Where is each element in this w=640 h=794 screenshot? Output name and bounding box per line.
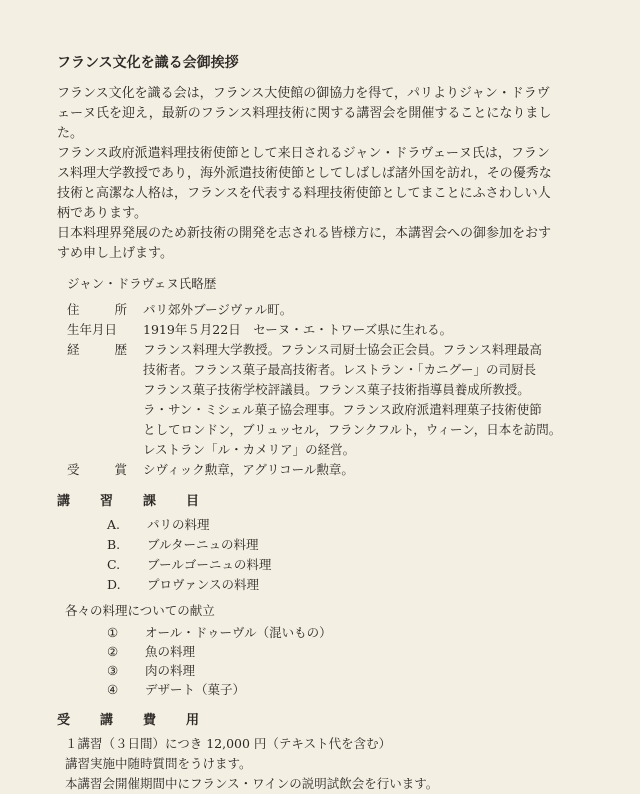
bio-label-char: 住 <box>67 302 80 317</box>
heading-char: 費 <box>143 713 157 728</box>
document-title: フランス文化を識る会御挨拶 <box>57 55 239 71</box>
list-item <box>107 623 590 642</box>
career-line: としてロンドン，ブリュッセル，フランクフルト，ウィーン，日本を訪問。 <box>143 422 562 437</box>
list-item <box>107 642 590 661</box>
list-item <box>107 661 590 680</box>
career-line: 技術者。フランス菓子最高技術者。レストラン・「カニグー」の司厨長 <box>143 362 537 377</box>
intro-line: すめ申し上げます。 <box>57 246 173 261</box>
menu-number: ④ <box>107 682 119 697</box>
course-name: プロヴァンスの料理 <box>147 577 260 592</box>
list-item <box>107 555 590 575</box>
menu-name: オール・ドゥーヴル（混いもの） <box>145 625 332 640</box>
career-line: ラ・サン・ミシェル菓子協会理事。フランス政府派遣料理菓子技術使節 <box>143 402 542 417</box>
heading-char: 用 <box>186 713 200 728</box>
fees-heading <box>57 709 590 728</box>
career-line: フランス料理大学教授。フランス司厨士協会正会員。フランス料理最高 <box>143 342 542 357</box>
intro-line: た。 <box>57 126 84 141</box>
heading-char: 習 <box>100 494 114 509</box>
fees-section <box>65 734 590 794</box>
menu-number: ② <box>107 644 119 659</box>
bio-label-char: 所 <box>114 302 127 317</box>
intro-line: 日本料理界発展のため新技術の開発を志される皆様方に，本講習会への御参加をおす <box>57 226 552 241</box>
course-letter: A. <box>107 517 121 532</box>
career-line: フランス菓子技術学校評議員。フランス菓子技術指導員養成所教授。 <box>143 382 530 397</box>
menu-list <box>107 623 590 699</box>
fee-line: 本講習会開催期間中にフランス・ワインの説明試飲会を行います。 <box>65 776 439 791</box>
intro-line: フランス文化を識る会は，フランス大使館の御協力を得て，パリよりジャン・ドラヴ <box>57 86 550 101</box>
bio-label: 生年月日 <box>67 322 118 337</box>
heading-char: 講 <box>57 494 71 509</box>
menu-name: 魚の料理 <box>145 644 196 659</box>
menu-name: 肉の料理 <box>145 663 196 678</box>
course-letter: B. <box>107 537 121 552</box>
course-name: ブールゴーニュの料理 <box>147 557 272 572</box>
bio-value-residence: パリ郊外ブージヴァル町。 <box>143 302 293 317</box>
fee-line: 講習実施中随時質問をうけます。 <box>65 756 252 771</box>
courses-heading <box>57 490 590 509</box>
intro-section <box>57 84 590 264</box>
list-item <box>107 680 590 699</box>
bio-row-awards <box>67 460 563 480</box>
intro-line: 技術と高潔な人格は，フランスを代表する料理技術使節としてまことにふさわしい人 <box>57 186 551 201</box>
menu-name: デザート（菓子） <box>145 682 246 697</box>
heading-char: 目 <box>186 494 200 509</box>
career-line: レストラン「ル・カメリア」の経営。 <box>143 442 356 457</box>
bio-row-residence <box>67 300 563 320</box>
course-name: ブルターニュの料理 <box>147 537 259 552</box>
course-name: パリの料理 <box>147 517 210 532</box>
intro-line: 柄であります。 <box>57 206 147 221</box>
bio-label-char: 歴 <box>114 342 127 357</box>
bio-row-birth <box>67 320 563 340</box>
biography-table <box>67 300 563 480</box>
intro-line: ェーヌ氏を迎え，最新のフランス料理技術に関する講習会を開催することになりまし <box>57 106 552 121</box>
heading-char: 講 <box>100 713 114 728</box>
bio-label-char: 受 <box>67 462 80 477</box>
bio-label-char: 経 <box>67 342 80 357</box>
fee-line: １講習（３日間）につき 12,000 円（テキスト代を含む） <box>65 736 392 751</box>
bio-value-awards: シヴィック勲章，アグリコール勲章。 <box>143 462 354 477</box>
list-item <box>107 575 590 595</box>
course-letter: C. <box>107 557 121 572</box>
bio-row-career <box>67 340 563 460</box>
intro-line: フランス政府派遣料理技術使節として来日されるジャン・ドラヴェーヌ氏は，フラン <box>57 146 550 161</box>
heading-char: 受 <box>57 713 71 728</box>
list-item <box>107 535 590 555</box>
menu-number: ③ <box>107 663 119 678</box>
course-list <box>107 515 590 595</box>
list-item <box>107 515 590 535</box>
bio-value-career <box>143 340 563 460</box>
menu-number: ① <box>107 625 119 640</box>
biography-heading: ジャン・ドラヴェヌ氏略歴 <box>67 276 217 291</box>
heading-char: 課 <box>143 494 157 509</box>
menu-heading: 各々の料理についての献立 <box>65 603 215 618</box>
bio-label-char: 賞 <box>114 462 127 477</box>
course-letter: D. <box>107 577 121 592</box>
intro-line: ス料理大学教授であり，海外派遣技術使節としてしばしば諸外国を訪れ，その優秀な <box>57 166 552 181</box>
bio-value-birth: 1919年５月22日 セーヌ・エ・トワーズ県に生れる。 <box>143 322 453 337</box>
